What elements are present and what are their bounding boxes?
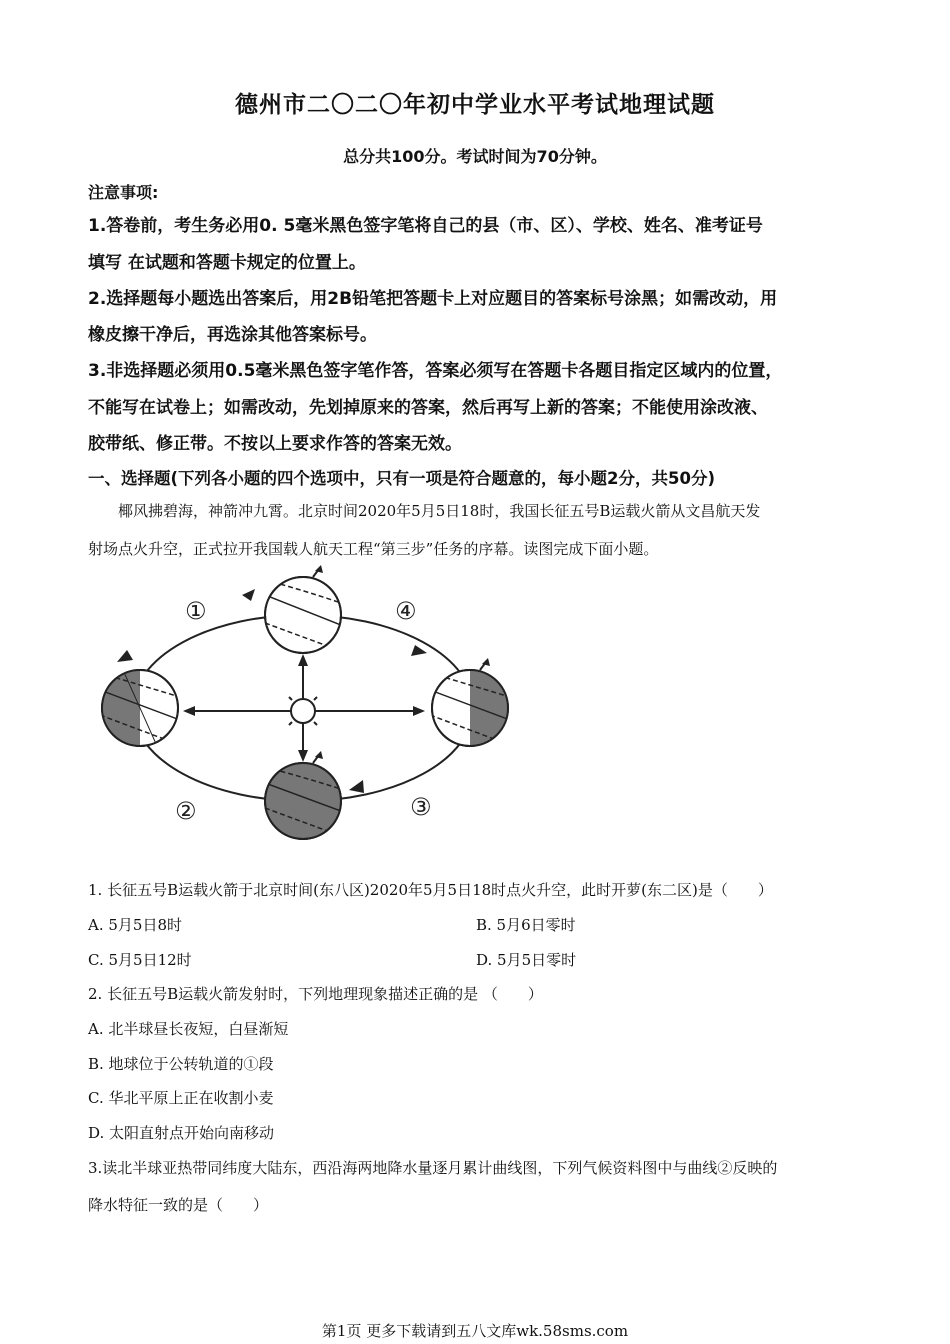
intro-line: 射场点火升空，正式拉开我国载人航天工程“第三步”任务的序幕。读图完成下面小题。 (88, 540, 659, 558)
q2-option-c[interactable]: C. 华北平原上正在收割小麦 (88, 1089, 274, 1107)
label-1: ① (185, 597, 207, 625)
notice-line: 填写 在试题和答题卡规定的位置上。 (88, 253, 366, 273)
q1-option-c[interactable]: C. 5月5日12时 (88, 951, 192, 969)
question-2-stem: 2. 长征五号B运载火箭发射时，下列地理现象描述正确的是 （ ） (88, 985, 543, 1003)
notice-line: 2.选择题每小题选出答案后，用2B铅笔把答题卡上对应题目的答案标号涂黑；如需改动，用 (88, 289, 778, 309)
notice-line: 3.非选择题必须用0.5毫米黑色签字笔作答，答案必须写在答题卡各题目指定区域内的位置， (88, 361, 783, 381)
earth-bottom (265, 751, 341, 839)
question-3-stem: 3.读北半球亚热带同纬度大陆东，西沿海两地降水量逐月累计曲线图，下列气候资料图中与曲线②反映的 (88, 1159, 778, 1177)
intro-line: 椰风拂碧海，神箭冲九霄。北京时间2020年5月5日18时，我国长征五号B运载火箭从文昌航天发 (118, 502, 761, 520)
page-footer: 第1页 更多下载请到五八文库wk.58sms.com (321, 1322, 629, 1340)
notice-heading: 注意事项: (88, 183, 159, 202)
notice-line: 橡皮擦干净后，再选涂其他答案标号。 (88, 325, 377, 345)
q2-option-b[interactable]: B. 地球位于公转轨道的①段 (88, 1055, 274, 1073)
orbit-diagram-svg (95, 565, 525, 845)
q2-option-d[interactable]: D. 太阳直射点开始向南移动 (88, 1124, 275, 1142)
notice-line: 不能写在试卷上；如需改动，先划掉原来的答案，然后再写上新的答案；不能使用涂改液、 (88, 398, 768, 418)
earth-orbit-diagram (95, 565, 525, 849)
section-heading: 一、选择题(下列各小题的四个选项中，只有一项是符合题意的，每小题2分，共50分) (88, 469, 716, 488)
notice-line: 1.答卷前，考生务必用0. 5毫米黑色签字笔将自己的县（市、区）、学校、姓名、准考证号 (88, 216, 763, 236)
q1-option-a[interactable]: A. 5月5日8时 (88, 916, 182, 934)
q1-option-b[interactable]: B. 5月6日零时 (476, 916, 576, 934)
page-title: 德州市二〇二〇年初中学业水平考试地理试题 (235, 92, 715, 118)
question-1-stem: 1. 长征五号B运载火箭于北京时间(东八区)2020年5月5日18时点火升空，此时开萝(东二区)是（ ） (88, 881, 773, 899)
q2-option-a[interactable]: A. 北半球昼长夜短，白昼渐短 (88, 1020, 289, 1038)
exam-info: 总分共100分。考试时间为70分钟。 (343, 147, 607, 166)
notice-line: 胶带纸、修正带。不按以上要求作答的答案无效。 (88, 434, 462, 454)
earth-right (430, 658, 510, 755)
label-4: ④ (395, 597, 417, 625)
question-3-stem-cont: 降水特征一致的是（ ） (88, 1196, 269, 1214)
label-3: ③ (410, 793, 432, 821)
label-2: ② (175, 797, 197, 825)
q1-option-d[interactable]: D. 5月5日零时 (476, 951, 577, 969)
earth-left (100, 665, 180, 755)
earth-top (265, 565, 341, 653)
